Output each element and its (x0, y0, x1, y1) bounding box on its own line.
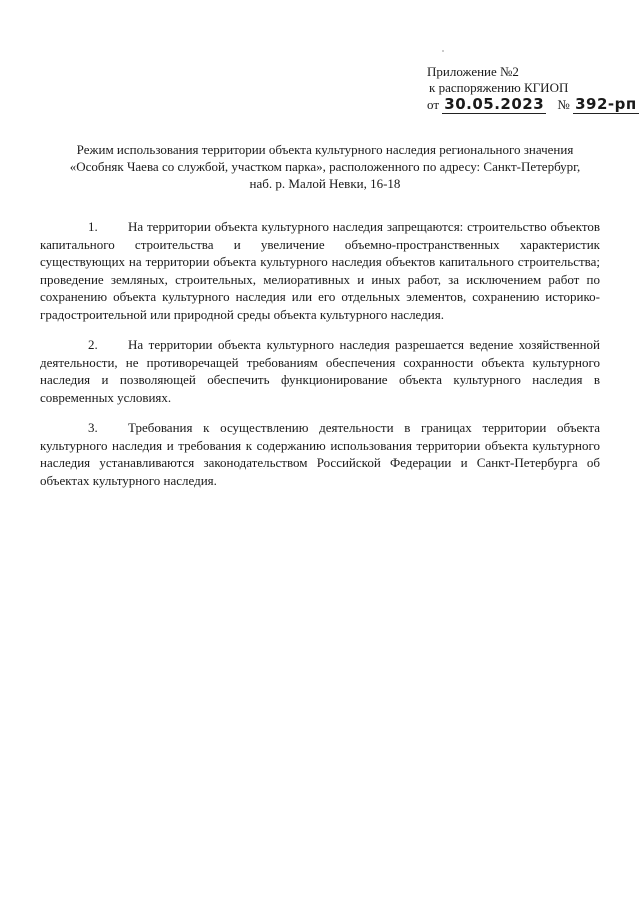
document-body (40, 205, 600, 489)
scan-speck (442, 50, 444, 52)
title-line-1: Режим использования территории объекта культурного наследия регионального значения (76, 142, 574, 157)
paragraph-1 (40, 218, 600, 323)
document-title (40, 141, 610, 192)
paragraph-number: 2. (88, 337, 98, 352)
paragraph-number: 1. (88, 219, 98, 234)
title-line-3: наб. р. Малой Невки, 16-18 (249, 176, 401, 191)
annex-header (427, 64, 639, 113)
paragraph-2 (40, 336, 600, 406)
handwritten-number: 392-рп (575, 95, 637, 113)
paragraph-3 (40, 419, 600, 489)
paragraph-text: Требования к осуществлению деятельности в границах территории объекта культурного наследия и требования к содержанию использования территории объекта культурного наследия устанавливаются законодательством Российской Федерации и Санкт-Петербурга об объектах культурного наследия. (40, 420, 600, 488)
paragraph-text: На территории объекта культурного наследия запрещаются: строительство объектов капитального строительства и увеличение объемно-пространственных характеристик существующих на территории объекта культурного наследия объектов капитального строительства; проведение земляных, строительных, мелиоративных и иных работ, за исключением работ по сохранению объекта культурного наследия или его отдельных элементов, сохранению историко-градостроительной или природной среды объекта культурного наследия. (40, 219, 600, 322)
annex-title: Приложение №2 (427, 64, 519, 79)
paragraph-text: На территории объекта культурного наследия разрешается ведение хозяйственной деятельности, не противоречащей требованиям обеспечения сохранности объекта культурного наследия и позволяющей обеспечить функционирование объекта культурного наследия в современных условиях. (40, 337, 600, 405)
date-prefix: от (427, 97, 440, 112)
number-prefix: № (557, 97, 570, 112)
annex-order-reference: к распоряжению КГИОП (429, 80, 569, 95)
title-line-2: «Особняк Чаева со службой, участком парка», расположенного по адресу: Санкт-Петербург, (69, 159, 581, 174)
paragraph-number: 3. (88, 420, 98, 435)
annex-date-row (427, 96, 639, 113)
handwritten-date: 30.05.2023 (444, 95, 545, 113)
